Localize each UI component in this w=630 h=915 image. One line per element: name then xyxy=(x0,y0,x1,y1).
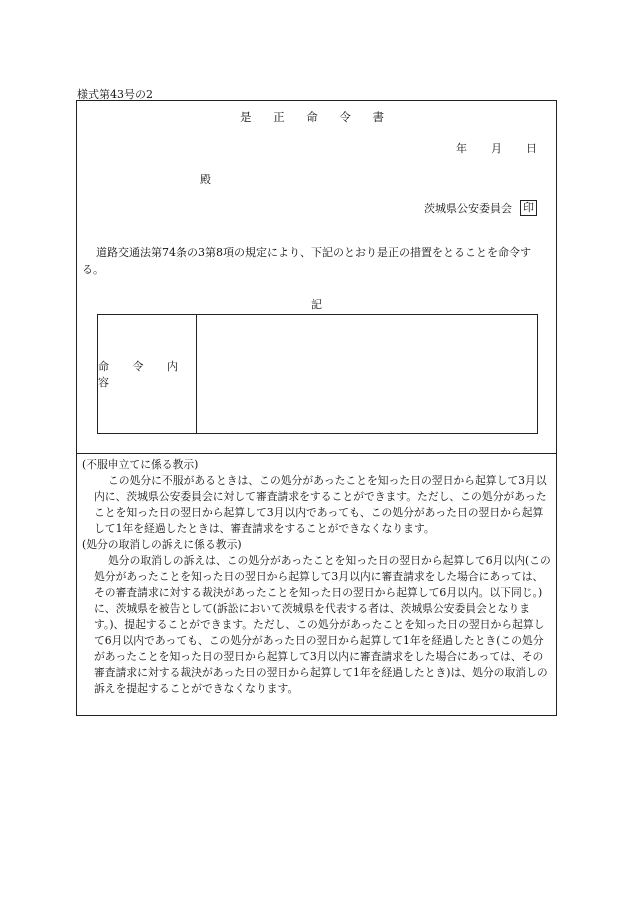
date-year: 年 xyxy=(456,142,467,155)
date-month: 月 xyxy=(491,142,502,155)
issuer-line xyxy=(424,200,537,216)
document-frame xyxy=(76,100,557,716)
order-content-cell xyxy=(197,315,537,433)
date-line xyxy=(456,140,537,156)
seal-mark: 印 xyxy=(520,200,537,216)
order-body-text: 道路交通法第74条の3第8項の規定により、下記のとおり是正の措置をとることを命令する。 xyxy=(82,246,531,276)
order-content-label: 命 令 内 容 xyxy=(98,315,197,433)
order-content-table xyxy=(97,314,538,434)
section-divider xyxy=(77,453,556,454)
addressee-suffix: 殿 xyxy=(200,173,211,186)
appeal-notice-text: この処分に不服があるときは、この処分があったことを知った日の翌日から起算して3月以内に、茨城県公安委員会に対して審査請求をすることができます。ただし、この処分があったことを知った日の翌日から起算して3月以内であっても、この処分があった日の翌日から起算して1年を経過したときは、審査請求をすることができなくなります。 xyxy=(94,474,547,535)
revocation-notice-heading: (処分の取消しの訴えに係る教示) xyxy=(82,538,242,551)
appeal-notice-heading: (不服申立てに係る教示) xyxy=(82,458,199,471)
issuer-name: 茨城県公安委員会 xyxy=(424,202,512,215)
instruction-notes xyxy=(82,457,553,697)
document-title: 是 正 命 令 書 xyxy=(239,110,394,124)
order-section xyxy=(77,101,556,453)
date-day: 日 xyxy=(526,142,537,155)
ki-heading: 記 xyxy=(311,298,322,311)
revocation-notice-text: 処分の取消しの訴えは、この処分があったことを知った日の翌日から起算して6月以内(この処分があったことを知った日の翌日から起算して3月以内に審査請求をした場合にあっては、その審査請求に対する裁決があったことを知った日の翌日から起算して6月以内。以下同じ。)に、茨城県を被告として(訴訟において茨城県を代表する者は、茨城県公安委員会となります。)、提起することができます。ただし、この処分があったことを知った日の翌日から起算して6月以内であっても、この処分があった日の翌日から起算して1年を経過したとき(この処分があったことを知った日の翌日から起算して3月以内に審査請求をした場合にあっては、その審査請求に対する裁決があった日の翌日から起算して1年を経過したとき)は、処分の取消しの訴えを提起することができなくなります。 xyxy=(94,554,551,695)
form-number: 様式第43号の2 xyxy=(77,88,153,101)
